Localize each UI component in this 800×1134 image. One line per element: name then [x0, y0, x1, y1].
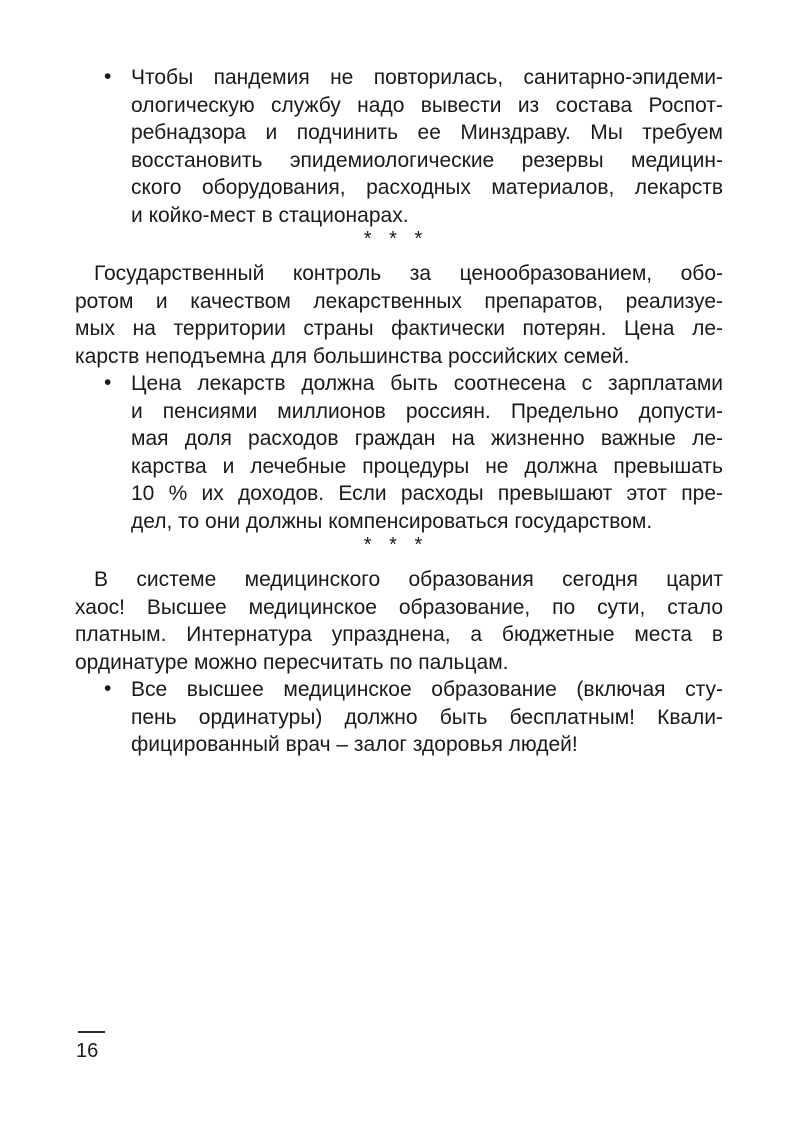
bullet-item: [104, 370, 723, 535]
lines: [131, 676, 723, 759]
paragraph: [75, 566, 723, 676]
bullet-icon: •: [104, 677, 112, 700]
text-line: пень ординатуры) должно быть бесплатным! Квали-: [131, 705, 723, 729]
text-line: Государственный контроль за ценообразованием, обо-: [94, 262, 723, 285]
lines: [75, 566, 723, 676]
section-separator: * * *: [363, 228, 429, 250]
text-line: Все высшее медицинское образование (включая сту-: [131, 678, 723, 701]
lines: [131, 64, 723, 229]
paragraph: [75, 260, 723, 370]
text-line: платным. Интернатура упразднена, а бюджетные места в: [75, 623, 723, 646]
text-line: мых на территории страны фактически потерян. Цена ле-: [75, 317, 723, 340]
text-line: ротом и качеством лекарственных препаратов, реализуе-: [75, 289, 723, 313]
text-line: карства и лечебные процедуры не должна превышать: [131, 454, 723, 478]
text-line: хаос! Высшее медицинское образование, по сути, стало: [75, 595, 723, 619]
text-column: [75, 64, 723, 759]
section-separator: * * *: [363, 534, 429, 556]
bullet-item: [104, 64, 723, 229]
text-line: мая доля расходов граждан на жизненно важные ле-: [131, 427, 723, 450]
text-line: ординатуре можно пересчитать по пальцам.: [75, 650, 509, 674]
text-line: фицированный врач – залог здоровья людей!: [131, 733, 578, 756]
text-line: дел, то они должны компенсироваться государством.: [131, 509, 653, 533]
text-line: и пенсиями миллионов россиян. Предельно допусти-: [131, 399, 723, 423]
text-line: и койко-мест в стационарах.: [131, 203, 409, 227]
text-line: ребнадзора и подчинить ее Минздраву. Мы требуем: [131, 121, 723, 144]
text-line: ологическую службу надо вывести из состава Роспот-: [131, 93, 723, 117]
text-line: 10 % их доходов. Если расходы превышают этот пре-: [131, 482, 723, 505]
text-line: В системе медицинского образования сегодня царит: [94, 568, 723, 591]
page-footer: [76, 1031, 105, 1062]
text-line: Цена лекарств должна быть соотнесена с зарплатами: [131, 372, 723, 395]
lines: [131, 370, 723, 535]
bullet-icon: •: [104, 65, 112, 88]
page-number: 16: [76, 1040, 99, 1062]
text-line: Чтобы пандемия не повторилась, санитарно-эпидеми-: [131, 66, 723, 89]
footer-rule: [78, 1031, 105, 1033]
lines: [75, 260, 723, 370]
text-line: карств неподъемна для большинства российских семей.: [75, 344, 630, 368]
text-line: ского оборудования, расходных материалов, лекарств: [131, 176, 723, 199]
text-line: восстановить эпидемиологические резервы медицин-: [131, 148, 723, 172]
bullet-item: [104, 676, 723, 759]
bullet-icon: •: [104, 371, 112, 394]
